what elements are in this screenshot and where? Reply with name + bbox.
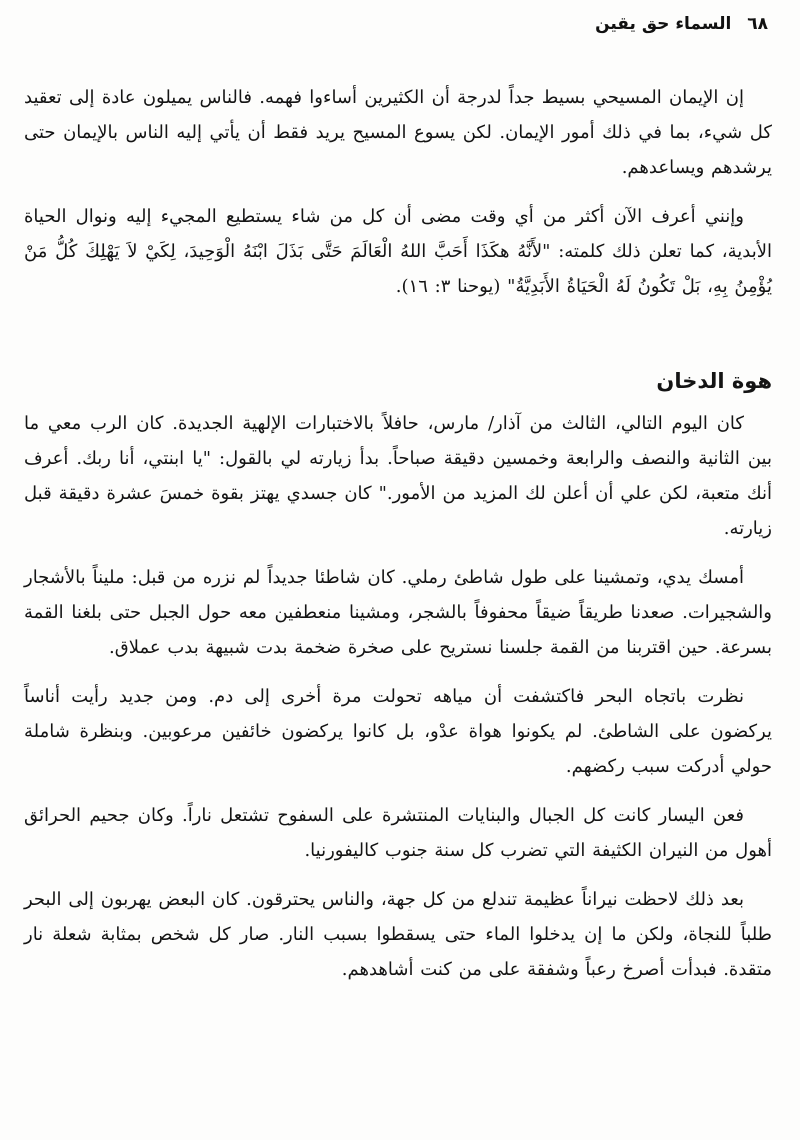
page-body <box>24 60 772 1001</box>
paragraph: كان اليوم التالي، الثالث من آذار/ مارس، حافلاً بالاختبارات الإلهية الجديدة. كان الرب معي ما بين الثانية والنصف والرابعة وخمسين دقيقة صباحاً. بدأ زيارته لي بالقول: "يا ابنتي، أنا ربك. أعرف أنك متعبة، لكن علي أن أعلن لك المزيد من الأمور." كان جسدي يهتز بقوة خمسَ عشرة دقيقة قبل زيارته. <box>24 413 772 539</box>
book-title: السماء حق يقين <box>595 14 732 34</box>
page-number: ٦٨ <box>747 14 768 34</box>
running-header <box>595 14 768 34</box>
paragraph: فعن اليسار كانت كل الجبال والبنايات المنتشرة على السفوح تشتعل ناراً. وكان جحيم الحرائق أهول من النيران الكثيفة التي تضرب كل سنة جنوب كاليفورنيا. <box>24 805 772 861</box>
paragraph-intro-2: وإنني أعرف الآن أكثر من أي وقت مضى أن كل من شاء يستطيع المجيء إليه ونوال الحياة الأبدية، كما تعلن ذلك كلمته: "لأَنَّهُ هكَذَا أَحَبَّ اللهُ الْعَالَمَ حَتَّى بَذَلَ ابْنَهُ الْوَحِيدَ، لِكَيْ لاَ يَهْلِكَ كُلُّ مَنْ يُؤْمِنُ بِهِ، بَلْ تَكُونُ لَهُ الْحَيَاةُ الأَبَدِيَّةُ" (يوحنا ٣: ١٦). <box>24 206 772 297</box>
section-heading: هوة الدخان <box>656 369 772 393</box>
paragraph-intro-1: إن الإيمان المسيحي بسيط جداً لدرجة أن الكثيرين أساءوا فهمه. فالناس يميلون عادة إلى تعقيد كل شيء، بما في ذلك أمور الإيمان. لكن يسوع المسيح يريد فقط أن يأتي إليه الناس بالإيمان حتى يرشدهم ويساعدهم. <box>24 87 772 178</box>
paragraph: أمسك يدي، وتمشينا على طول شاطئ رملي. كان شاطئا جديداً لم نزره من قبل: مليناً بالأشجار والشجيرات. صعدنا طريقاً ضيقاً محفوفاً بالشجر، ومشينا منعطفين معه حول الجبل حتى بلغنا القمة بسرعة. حين اقتربنا من القمة جلسنا نستريح على صخرة ضخمة بدت شبيهة بدب عملاق. <box>24 567 772 658</box>
paragraph: نظرت باتجاه البحر فاكتشفت أن مياهه تحولت مرة أخرى إلى دم. ومن جديد رأيت أناساً يركضون على الشاطئ. لم يكونوا هواة عدْو، بل كانوا يركضون خائفين مرعوبين. وبنظرة شاملة حولي أدركت سبب ركضهم. <box>24 686 772 777</box>
paragraph: بعد ذلك لاحظت نيراناً عظيمة تندلع من كل جهة، والناس يحترقون. كان البعض يهربون إلى البحر طلباً للنجاة، ولكن ما إن يدخلوا الماء حتى يسقطوا بسبب النار. صار كل شخص بمثابة شعلة نار متقدة. فبدأت أصرخ رعباً وشفقة على من كنت أشاهدهم. <box>24 889 772 980</box>
